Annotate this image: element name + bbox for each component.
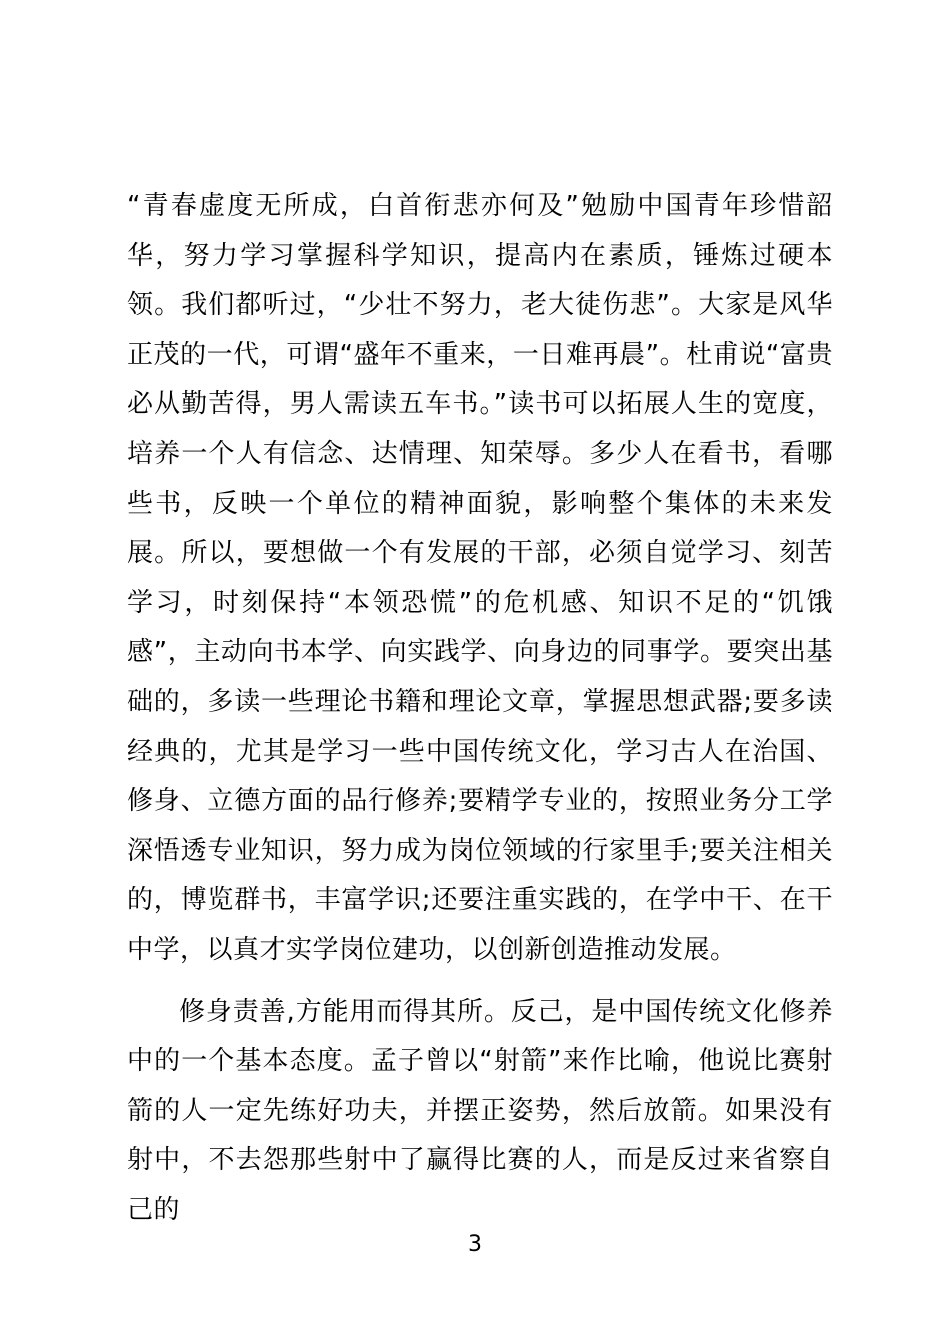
body-text [127,182,833,1235]
paragraph-1: “青春虚度无所成，白首衔悲亦何及”勉励中国青年珍惜韶华，努力学习掌握科学知识，提高内在素质，锤炼过硬本领。我们都听过，“少壮不努力，老大徒伤悲”。大家是风华正茂的一代，可谓“盛年不重来，一日难再晨”。杜甫说“富贵必从勤苦得，男人需读五车书。”读书可以拓展人生的宽度，培养一个人有信念、达情理、知荣辱。多少人在看书，看哪些书，反映一个单位的精神面貌，影响整个集体的未来发展。所以，要想做一个有发展的干部，必须自觉学习、刻苦学习，时刻保持“本领恐慌”的危机感、知识不足的“饥饿感”，主动向书本学、向实践学、向身边的同事学。要突出基础的，多读一些理论书籍和理论文章，掌握思想武器;要多读经典的，尤其是学习一些中国传统文化，学习古人在治国、修身、立德方面的品行修养;要精学专业的，按照业务分工学深悟透专业知识，努力成为岗位领域的行家里手;要关注相关的，博览群书，丰富学识;还要注重实践的，在学中干、在干中学，以真才实学岗位建功，以创新创造推动发展。 [127,191,833,965]
paragraph-2: 修身责善,方能用而得其所。反己，是中国传统文化修养中的一个基本态度。孟子曾以“射箭”来作比喻，他说比赛射箭的人一定先练好功夫，并摆正姿势，然后放箭。如果没有射中，不去怨那些射中了赢得比赛的人，而是反过来省察自己的 [127,996,833,1225]
page-number: 3 [468,1232,482,1257]
